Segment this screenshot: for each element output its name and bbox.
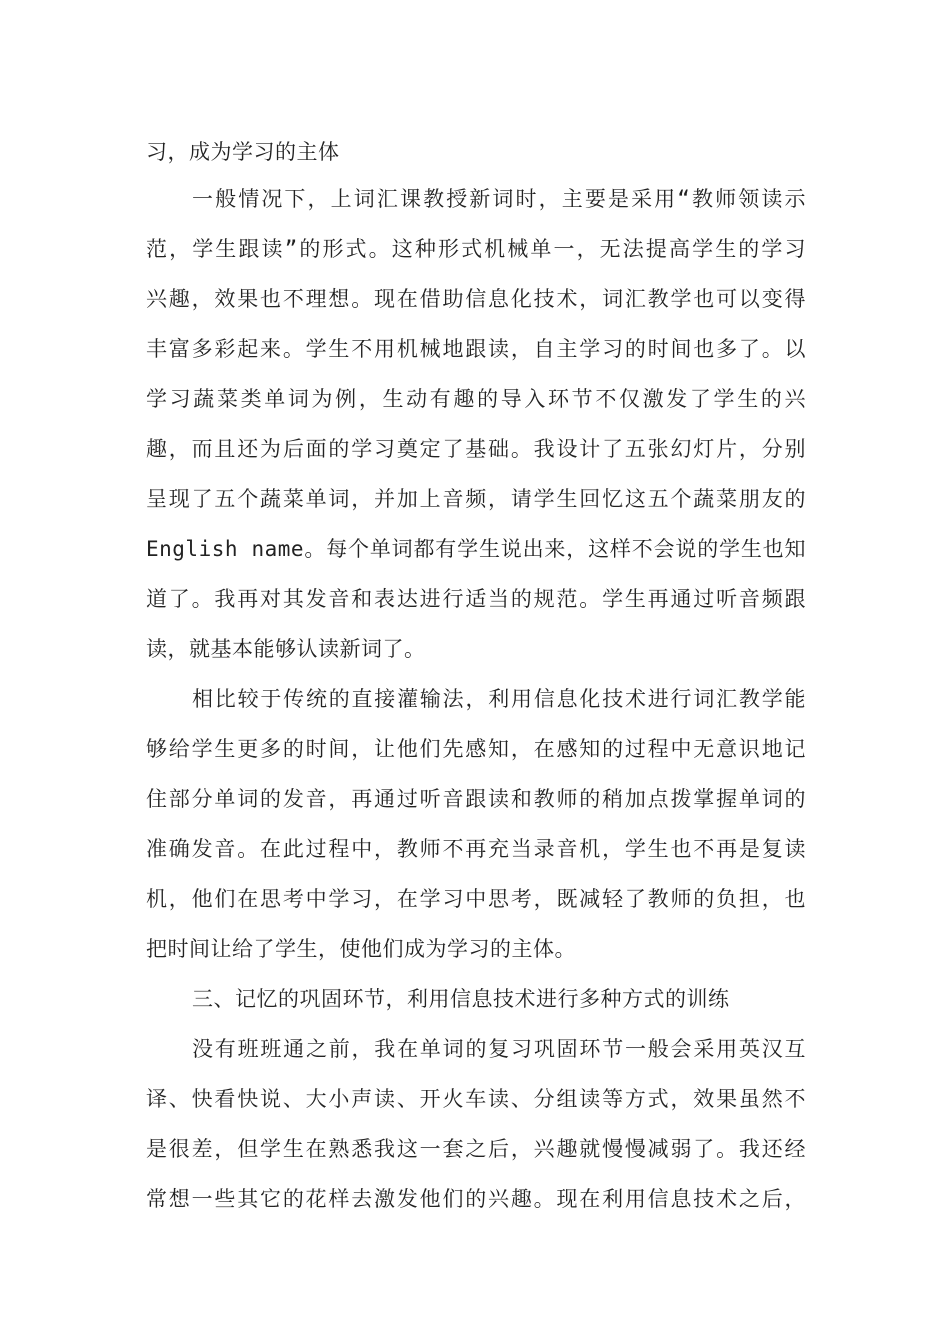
text-line: 兴趣，效果也不理想。现在借助信息化技术，词汇教学也可以变得 bbox=[146, 287, 806, 311]
text-line: 机，他们在思考中学习，在学习中思考，既减轻了教师的负担，也 bbox=[146, 887, 806, 911]
paragraph-first-line: 相比较于传统的直接灌输法，利用信息化技术进行词汇教学能 bbox=[192, 687, 806, 711]
text-line: 呈现了五个蔬菜单词，并加上音频，请学生回忆这五个蔬菜朋友的 bbox=[146, 487, 806, 511]
text-line: 道了。我再对其发音和表达进行适当的规范。学生再通过听音频跟 bbox=[146, 587, 806, 611]
text-line: 学习蔬菜类单词为例，生动有趣的导入环节不仅激发了学生的兴 bbox=[146, 387, 806, 411]
text-line: English name。每个单词都有学生说出来，这样不会说的学生也知 bbox=[146, 537, 806, 561]
text-line: 丰富多彩起来。学生不用机械地跟读，自主学习的时间也多了。以 bbox=[146, 337, 806, 361]
section-heading: 三、记忆的巩固环节，利用信息技术进行多种方式的训练 bbox=[192, 987, 730, 1011]
text-line: 趣，而且还为后面的学习奠定了基础。我设计了五张幻灯片，分别 bbox=[146, 437, 806, 461]
text-line: 够给学生更多的时间，让他们先感知，在感知的过程中无意识地记 bbox=[146, 737, 806, 761]
text-line: 把时间让给了学生，使他们成为学习的主体。 bbox=[146, 937, 576, 961]
text-line: 范，学生跟读”的形式。这种形式机械单一，无法提高学生的学习 bbox=[146, 237, 806, 261]
paragraph-first-line: 没有班班通之前，我在单词的复习巩固环节一般会采用英汉互 bbox=[192, 1037, 806, 1061]
text-line: 准确发音。在此过程中，教师不再充当录音机，学生也不再是复读 bbox=[146, 837, 806, 861]
text-line: 读，就基本能够认读新词了。 bbox=[146, 637, 426, 661]
text-line: 常想一些其它的花样去激发他们的兴趣。现在利用信息技术之后， bbox=[146, 1187, 806, 1211]
text-line: 是很差，但学生在熟悉我这一套之后，兴趣就慢慢减弱了。我还经 bbox=[146, 1137, 806, 1161]
text-line: 习，成为学习的主体 bbox=[146, 140, 340, 164]
paragraph-first-line: 一般情况下，上词汇课教授新词时，主要是采用“教师领读示 bbox=[192, 187, 806, 211]
text-line: 住部分单词的发音，再通过听音跟读和教师的稍加点拨掌握单词的 bbox=[146, 787, 806, 811]
text-line: 译、快看快说、大小声读、开火车读、分组读等方式，效果虽然不 bbox=[146, 1087, 806, 1111]
